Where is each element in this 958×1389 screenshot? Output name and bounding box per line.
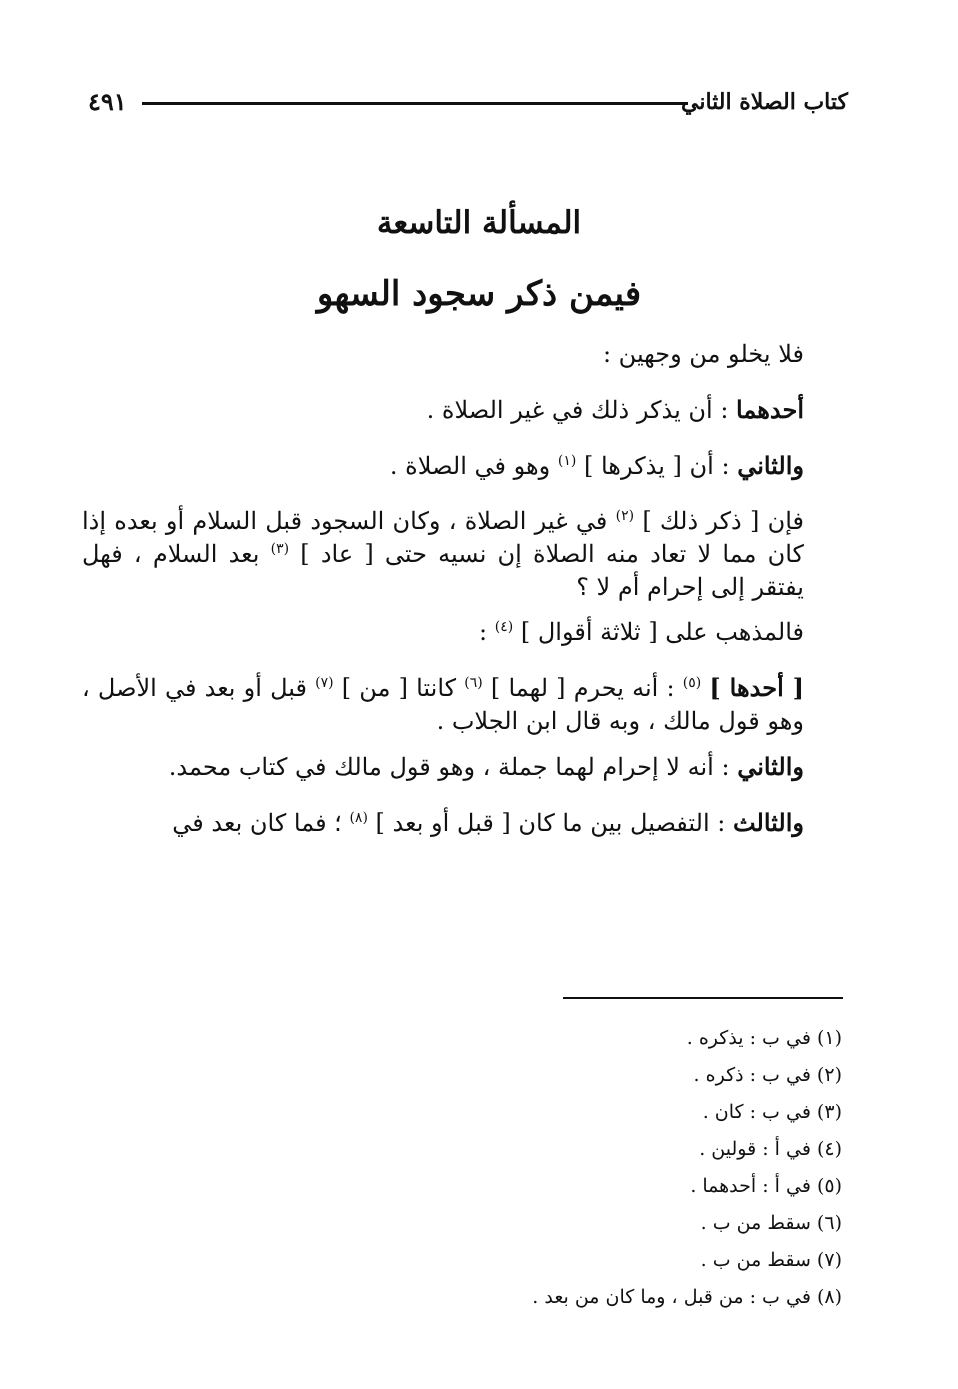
footnotes-list (282, 1020, 842, 1316)
footnote-item: (٨) في ب : من قبل ، وما كان من بعد . (532, 1286, 842, 1308)
footnote-ref-6[interactable]: (٦) (464, 675, 483, 691)
footnote-item: (٦) سقط من ب . (700, 1212, 842, 1234)
page-header (88, 82, 848, 122)
second-case-paragraph (82, 449, 848, 483)
condition-paragraph (82, 505, 848, 604)
opinion-1-text-1: : أنه يحرم [ لهما ] (490, 674, 675, 702)
main-text (82, 338, 848, 862)
opinion-3-lead: والثالث (732, 808, 804, 837)
condition-text-1: فإن [ ذكر ذلك ] (642, 507, 804, 535)
opinion-1-text-3: قبل أو بعد في الأصل ، وهو قول مالك ، وبه قال ابن الجلاب . (82, 674, 804, 735)
chapter-subtitle: فيمن ذكر سجود السهو (316, 274, 642, 314)
chapter-title: المسألة التاسعة (376, 205, 582, 241)
opinion-3-text-1: : التفصيل بين ما كان [ قبل أو بعد ] (375, 809, 726, 837)
footnote-item: (٥) في أ : أحدهما . (690, 1175, 842, 1197)
opinion-1-lead: [ أحدها ] (709, 673, 804, 702)
page-number: ٤٩١ (88, 87, 127, 116)
madhhab-colon: : (479, 618, 488, 646)
header-rule (142, 102, 688, 105)
footnote-item: (٤) في أ : قولين . (699, 1138, 842, 1160)
opinion-1-text-2: كانتا [ من ] (341, 674, 457, 702)
second-case-text-end: وهو في الصلاة . (389, 452, 551, 480)
madhhab-paragraph (82, 616, 848, 649)
opinion-2-paragraph (82, 750, 848, 784)
first-case-lead: أحدهما (736, 395, 804, 424)
footnote-item: (٧) سقط من ب . (700, 1249, 842, 1271)
opinion-3-paragraph (82, 806, 848, 840)
footnote-item: (٢) في ب : ذكره . (693, 1064, 842, 1086)
second-case-text: : أن [ يذكرها ] (584, 452, 730, 480)
madhhab-text: فالمذهب على [ ثلاثة أقوال ] (520, 618, 804, 646)
footnote-ref-1[interactable]: (١) (557, 453, 577, 469)
footnote-ref-4[interactable]: (٤) (494, 619, 514, 635)
footnote-ref-7[interactable]: (٧) (315, 675, 334, 691)
condition-text-3: بعد السلام ، فهل يفتقر إلى إحرام أم لا ؟ (82, 540, 804, 601)
footnote-item: (٣) في ب : كان . (702, 1101, 842, 1123)
opinion-2-lead: والثاني (737, 752, 804, 781)
first-case-paragraph (82, 393, 848, 427)
running-title: كتاب الصلاة الثاني (680, 89, 848, 115)
second-case-lead: والثاني (737, 451, 804, 480)
footnote-item: (١) في ب : يذكره . (686, 1027, 842, 1049)
opinion-1-paragraph (82, 671, 848, 738)
footnote-ref-5[interactable]: (٥) (682, 675, 702, 691)
opinion-2-text: : أنه لا إحرام لهما جملة ، وهو قول مالك في كتاب محمد. (168, 753, 730, 781)
opinion-3-text-2: ؛ فما كان بعد في (172, 809, 342, 837)
intro-paragraph: فلا يخلو من وجهين : (602, 340, 804, 368)
footnote-separator (563, 997, 843, 999)
condition-text-2: في غير الصلاة ، وكان السجود قبل السلام أو بعده إذا كان مما لا تعاد منه الصلاة إن نسيه حتى [ عاد ] (82, 507, 804, 568)
footnote-ref-3[interactable]: (٣) (270, 541, 290, 557)
first-case-text: : أن يذكر ذلك في غير الصلاة . (426, 396, 729, 424)
footnote-ref-2[interactable]: (٢) (615, 508, 635, 524)
footnote-ref-8[interactable]: (٨) (349, 810, 368, 826)
